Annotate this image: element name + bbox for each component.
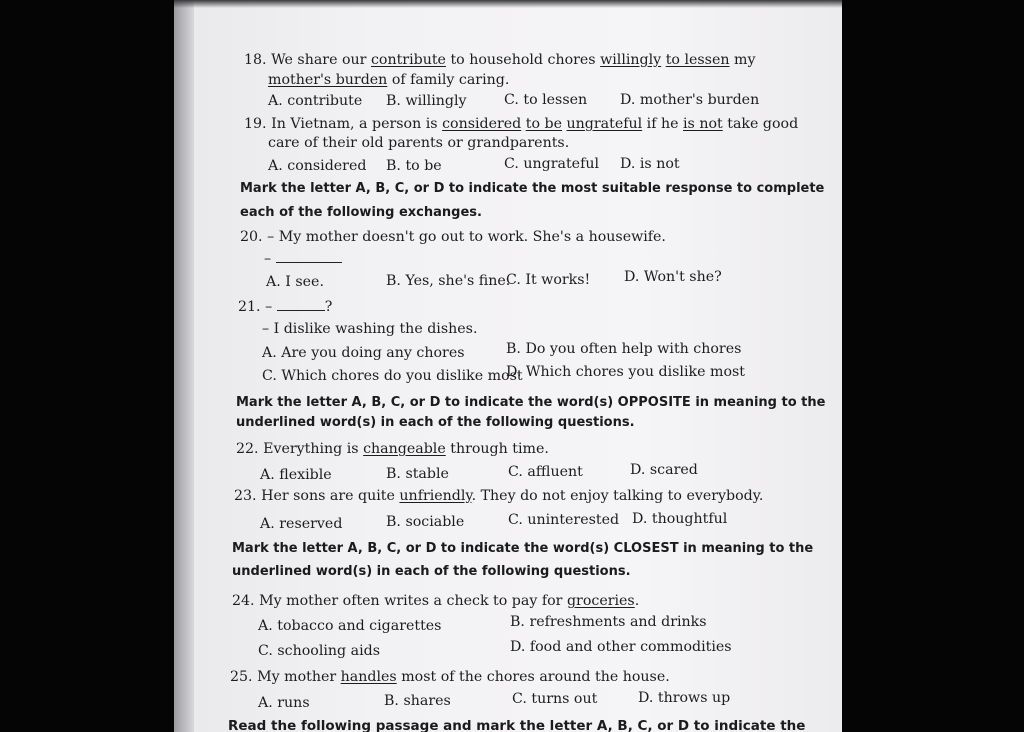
q19-line2: care of their old parents or grandparents. bbox=[268, 135, 570, 151]
q23-option-d: D. thoughtful bbox=[632, 511, 728, 527]
q23-option-b: B. sociable bbox=[386, 514, 465, 530]
q18-text: to household chores bbox=[445, 52, 601, 68]
q22-number: 22. bbox=[236, 441, 259, 457]
q25-text: most of the chores around the house. bbox=[396, 669, 670, 685]
q22-line1 bbox=[236, 440, 549, 458]
q18-underlined-willingly: willingly bbox=[600, 52, 662, 68]
q18-text: We share our bbox=[271, 52, 371, 68]
q24-number: 24. bbox=[232, 593, 255, 609]
q20-dash: – bbox=[264, 251, 272, 267]
q23-line1 bbox=[234, 487, 763, 505]
q21-dash: – bbox=[265, 299, 273, 315]
q23-option-a: A. reserved bbox=[260, 516, 343, 532]
q18-line2 bbox=[268, 71, 509, 89]
q20-line1 bbox=[240, 228, 666, 246]
passage-instruction-cutoff: Read the following passage and mark the letter A, B, C, or D to indicate the bbox=[228, 718, 806, 732]
q19-option-a: A. considered bbox=[268, 158, 367, 174]
instruction-1-line2: each of the following exchanges. bbox=[240, 205, 482, 220]
q20-option-a: A. I see. bbox=[266, 274, 324, 290]
q19-option-b: B. to be bbox=[386, 158, 442, 174]
q21-option-b: B. Do you often help with chores bbox=[506, 341, 742, 357]
q24-line1 bbox=[232, 592, 639, 610]
q25-option-b: B. shares bbox=[384, 693, 451, 709]
q19-number: 19. bbox=[244, 116, 267, 132]
q19-text: if he bbox=[642, 116, 684, 132]
q18-text: of family caring. bbox=[387, 72, 510, 88]
q19-underlined-to-be: to be bbox=[525, 116, 563, 132]
q25-line1 bbox=[230, 668, 670, 686]
q23-text: . They do not enjoy talking to everybody. bbox=[471, 488, 764, 504]
q21-question-mark: ? bbox=[324, 299, 333, 315]
q20-option-d: D. Won't she? bbox=[624, 269, 722, 285]
book-page bbox=[174, 0, 842, 732]
q20-option-b: B. Yes, she's fine. bbox=[386, 273, 511, 289]
q19-underlined-is-not: is not bbox=[683, 116, 723, 132]
q22-text: through time. bbox=[445, 441, 549, 457]
q22-option-b: B. stable bbox=[386, 466, 449, 482]
q18-option-c: C. to lessen bbox=[504, 92, 588, 108]
q22-option-d: D. scared bbox=[630, 462, 698, 478]
q23-option-c: C. uninterested bbox=[508, 512, 620, 528]
q20-text: – My mother doesn't go out to work. She's a housewife. bbox=[267, 229, 666, 245]
q18-option-d: D. mother's burden bbox=[620, 92, 760, 108]
q18-option-a: A. contribute bbox=[268, 93, 363, 109]
q24-option-b: B. refreshments and drinks bbox=[510, 614, 707, 630]
q25-underlined-handles: handles bbox=[340, 669, 397, 685]
q25-option-c: C. turns out bbox=[512, 691, 598, 707]
q22-text: Everything is bbox=[263, 441, 364, 457]
q21-number: 21. bbox=[238, 299, 261, 315]
q20-answer-line bbox=[264, 250, 342, 268]
instruction-1-line1: Mark the letter A, B, C, or D to indicate the most suitable response to complete bbox=[240, 181, 825, 196]
q19-text: In Vietnam, a person is bbox=[271, 116, 443, 132]
page-top-shadow bbox=[174, 0, 842, 8]
q18-underlined-contribute: contribute bbox=[370, 52, 446, 68]
q18-number: 18. bbox=[244, 52, 267, 68]
q20-option-c: C. It works! bbox=[506, 272, 591, 288]
q20-answer-blank bbox=[276, 250, 342, 263]
q18-underlined-mothers-burden: mother's burden bbox=[268, 72, 388, 88]
q24-option-d: D. food and other commodities bbox=[510, 639, 732, 655]
q25-option-a: A. runs bbox=[258, 695, 310, 711]
instruction-2-line2: underlined word(s) in each of the following questions. bbox=[236, 415, 635, 430]
q21-option-d: D. Which chores you dislike most bbox=[506, 364, 745, 380]
q24-text: . bbox=[634, 593, 640, 609]
page-edge bbox=[174, 0, 194, 732]
q18-underlined-to-lessen: to lessen bbox=[665, 52, 730, 68]
q19-underlined-ungrateful: ungrateful bbox=[566, 116, 643, 132]
q21-line1 bbox=[238, 298, 332, 316]
page-content bbox=[174, 0, 842, 732]
q24-option-a: A. tobacco and cigarettes bbox=[258, 618, 442, 634]
q19-line1 bbox=[244, 115, 798, 133]
q19-option-c: C. ungrateful bbox=[504, 156, 599, 172]
q18-line1 bbox=[244, 51, 755, 69]
q21-reply: – I dislike washing the dishes. bbox=[262, 321, 478, 337]
q24-text: My mother often writes a check to pay for bbox=[259, 593, 567, 609]
q25-text: My mother bbox=[257, 669, 341, 685]
q19-option-d: D. is not bbox=[620, 156, 680, 172]
q20-number: 20. bbox=[240, 229, 263, 245]
q23-text: Her sons are quite bbox=[261, 488, 400, 504]
q25-option-d: D. throws up bbox=[638, 690, 731, 706]
instruction-3-line2: underlined word(s) in each of the following questions. bbox=[232, 564, 631, 579]
q22-underlined-changeable: changeable bbox=[363, 441, 446, 457]
q25-number: 25. bbox=[230, 669, 253, 685]
q18-option-b: B. willingly bbox=[386, 93, 467, 109]
instruction-2-line1: Mark the letter A, B, C, or D to indicate the word(s) OPPOSITE in meaning to the bbox=[236, 395, 826, 410]
q23-number: 23. bbox=[234, 488, 257, 504]
q23-underlined-unfriendly: unfriendly bbox=[399, 488, 472, 504]
q24-option-c: C. schooling aids bbox=[258, 643, 380, 659]
q21-option-a: A. Are you doing any chores bbox=[262, 345, 465, 361]
q24-underlined-groceries: groceries bbox=[566, 593, 635, 609]
q18-text: my bbox=[729, 52, 756, 68]
q21-question-blank bbox=[277, 298, 325, 311]
q22-option-a: A. flexible bbox=[260, 467, 332, 483]
instruction-3-line1: Mark the letter A, B, C, or D to indicate the word(s) CLOSEST in meaning to the bbox=[232, 541, 814, 556]
q21-option-c: C. Which chores do you dislike most bbox=[262, 368, 523, 384]
q19-underlined-considered: considered bbox=[442, 116, 522, 132]
q19-text: take good bbox=[722, 116, 799, 132]
q22-option-c: C. affluent bbox=[508, 464, 583, 480]
